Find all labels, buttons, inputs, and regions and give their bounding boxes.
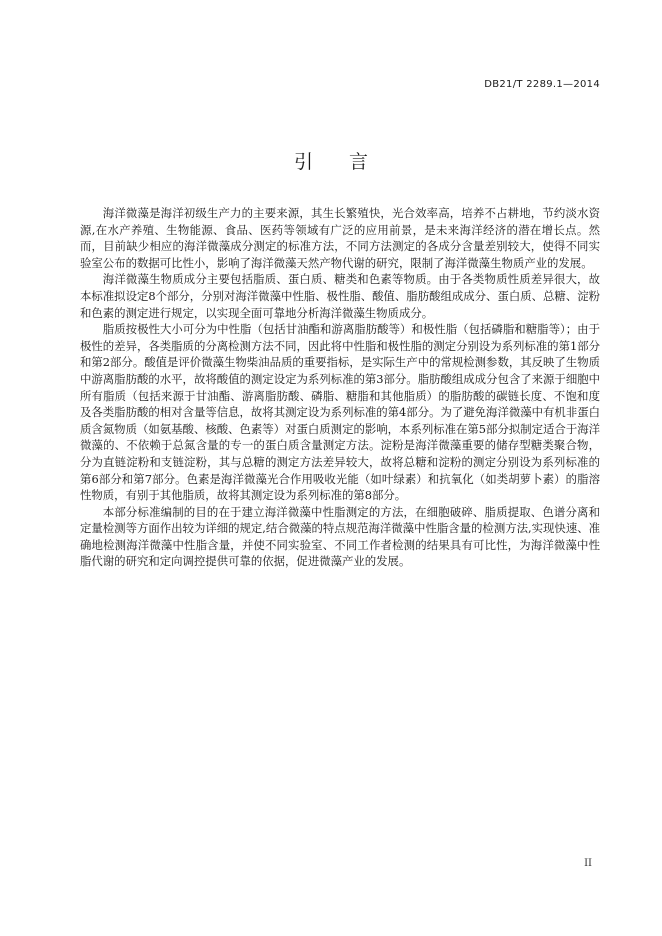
introduction-body bbox=[80, 205, 600, 570]
page-number: II bbox=[584, 858, 592, 869]
paragraph-2: 海洋微藻生物质成分主要包括脂质、蛋白质、糖类和色素等物质。由于各类物质性质差异很大，故本标准拟设定8个部分，分别对海洋微藻中性脂、极性脂、酸值、脂肪酸组成成分、蛋白质、总糖、淀粉和色素的测定进行规定，以实现全面可靠地分析海洋微藻生物质成分。 bbox=[80, 272, 600, 320]
paragraph-4: 本部分标准编制的目的在于建立海洋微藻中性脂测定的方法，在细胞破碎、脂质提取、色谱分离和定量检测等方面作出较为详细的规定,结合微藻的特点规范海洋微藻中性脂含量的检测方法,实现快速、准确地检测海洋微藻中性脂含量，并使不同实验室、不同工作者检测的结果具有可比性，为海洋微藻中性脂代谢的研究和定向调控提供可靠的依据，促进微藻产业的发展。 bbox=[80, 504, 600, 569]
document-code: DB21/T 2289.1—2014 bbox=[484, 79, 600, 90]
paragraph-3: 脂质按极性大小可分为中性脂（包括甘油酯和游离脂肪酸等）和极性脂（包括磷脂和糖脂等）；由于极性的差异，各类脂质的分离检测方法不同，因此将中性脂和极性脂的测定分别设为系列标准的第1部分和第2部分。酸值是评价微藻生物柴油品质的重要指标，是实际生产中的常规检测参数，其反映了生物质中游离脂肪酸的水平，故将酸值的测定设定为系列标准的第3部分。脂肪酸组成成分包含了来源于细胞中所有脂质（包括来源于甘油酯、游离脂肪酸、磷脂、糖脂和其他脂质）的脂肪酸的碳链长度、不饱和度及各类脂肪酸的相对含量等信息，故将其测定设为系列标准的第4部分。为了避免海洋微藻中有机非蛋白质含氮物质（如氨基酸、核酸、色素等）对蛋白质测定的影响，本系列标准在第5部分拟制定适合于海洋微藻的、不依赖于总氮含量的专一的蛋白质含量测定方法。淀粉是海洋微藻重要的储存型糖类聚合物，分为直链淀粉和支链淀粉，其与总糖的测定方法差异较大，故将总糖和淀粉的测定分别设为系列标准的第6部分和第7部分。色素是海洋微藻光合作用吸收光能（如叶绿素）和抗氧化（如类胡萝卜素）的脂溶性物质，有别于其他脂质，故将其测定设为系列标准的第8部分。 bbox=[80, 322, 600, 503]
paragraph-1: 海洋微藻是海洋初级生产力的主要来源，其生长繁殖快，光合效率高，培养不占耕地，节约淡水资源,在水产养殖、生物能源、食品、医药等领域有广泛的应用前景，是未来海洋经济的潜在增长点。然而，目前缺少相应的海洋微藻成分测定的标准方法，不同方法测定的各成分含量差别较大，使得不同实验室公布的数据可比性小，影响了海洋微藻天然产物代谢的研究，限制了海洋微藻生物质产业的发展。 bbox=[80, 206, 600, 270]
page-title: 引言 bbox=[293, 151, 404, 173]
